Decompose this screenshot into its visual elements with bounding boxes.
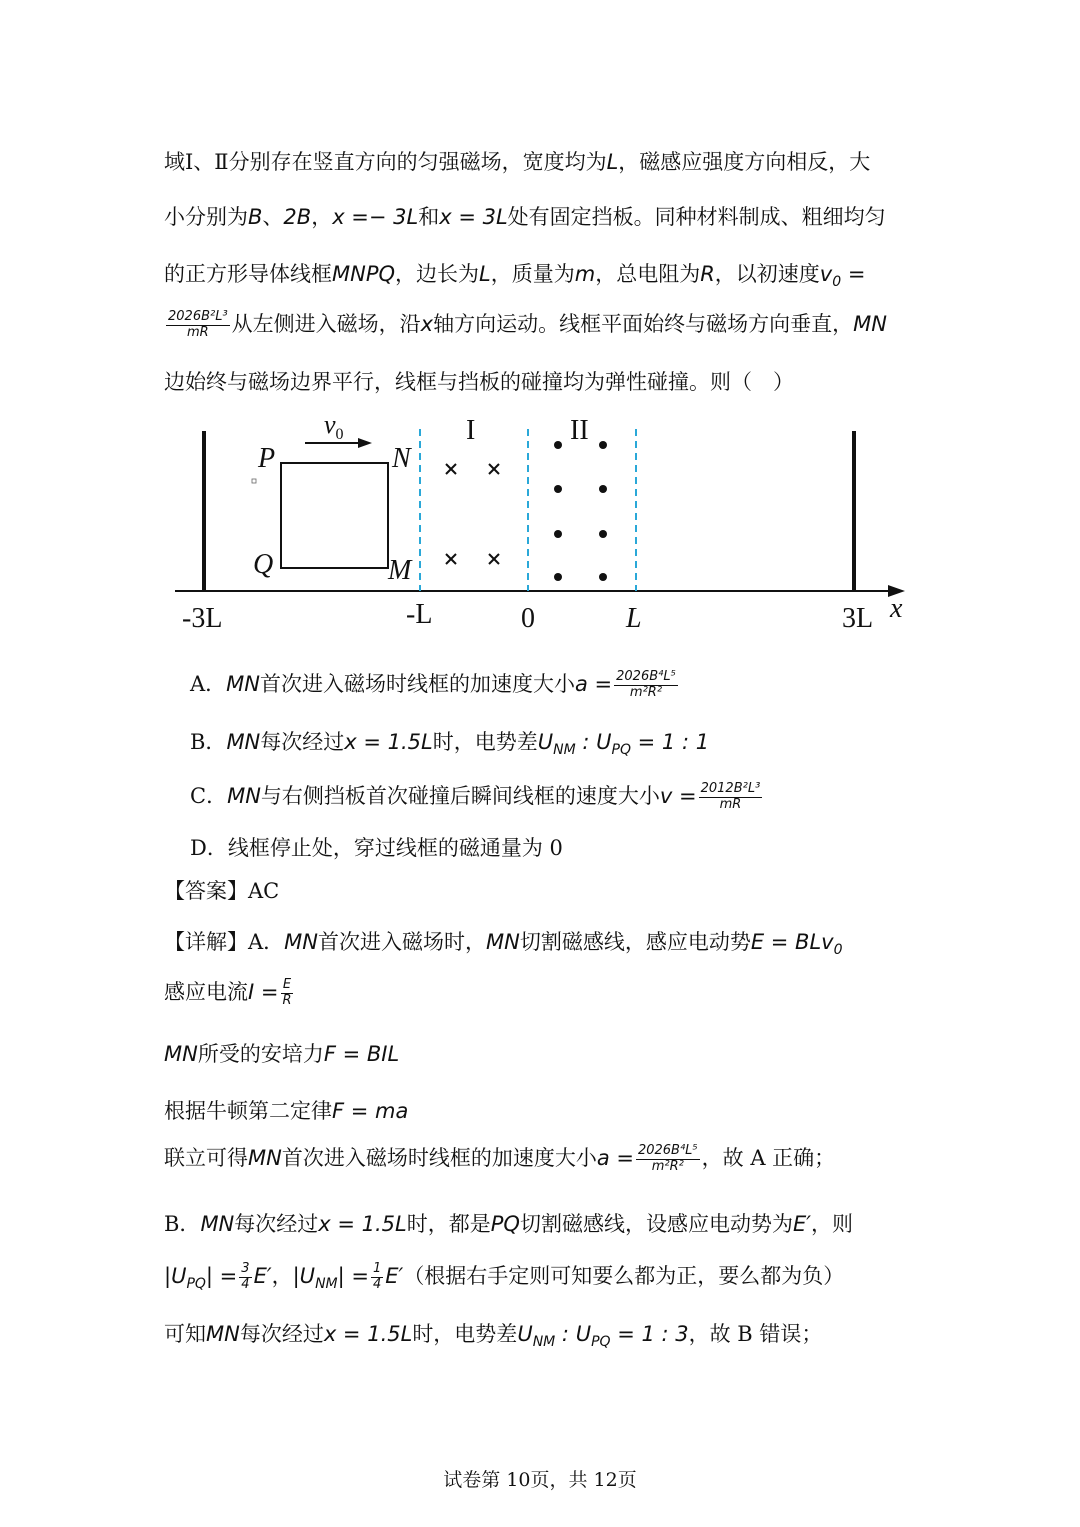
text: 每次经过 xyxy=(239,1322,324,1346)
denominator: 4 xyxy=(372,1277,382,1292)
text: 、 xyxy=(262,205,284,229)
text: 线框停止处，穿过线框的磁通量为 0 xyxy=(227,836,563,860)
explanation-line-8 xyxy=(164,1318,822,1350)
explanation-line-1 xyxy=(164,926,843,958)
math: : xyxy=(555,1322,576,1346)
cross-icon xyxy=(446,464,456,474)
text: ，质量为 xyxy=(490,262,575,286)
math: MN xyxy=(164,1042,198,1066)
math: MN xyxy=(226,672,260,696)
text: 切割磁感线，感应电动势 xyxy=(519,930,751,954)
question-line-4 xyxy=(164,308,887,341)
dot-icon xyxy=(599,441,607,449)
explanation-line-5 xyxy=(164,1142,835,1175)
cross-icon xyxy=(446,554,456,564)
math: m xyxy=(574,262,596,286)
text: ， xyxy=(271,1264,293,1288)
cross-icon xyxy=(489,464,499,474)
denominator: 4 xyxy=(241,1277,250,1292)
math: B xyxy=(248,205,263,229)
text: ，磁感应强度方向相反，大 xyxy=(618,150,871,174)
dot-icon xyxy=(599,573,607,581)
tick-L: L xyxy=(626,603,642,634)
denominator: mR xyxy=(719,797,742,812)
explanation-line-2 xyxy=(164,976,296,1009)
text: 可知 xyxy=(164,1322,206,1346)
math: | = xyxy=(337,1264,369,1288)
question-line-3 xyxy=(164,258,865,290)
math: 2B xyxy=(283,205,312,229)
math: = 1 : 3 xyxy=(610,1322,689,1346)
fraction xyxy=(371,1262,383,1293)
math: L xyxy=(479,262,491,286)
math: U xyxy=(537,730,554,754)
region-1-label: I xyxy=(466,415,476,446)
math: MN xyxy=(853,312,887,336)
option-label: B． xyxy=(190,730,227,754)
text: 和 xyxy=(418,205,440,229)
math: x = 1.5L xyxy=(318,1212,407,1236)
text: 域Ⅰ、Ⅱ分别存在竖直方向的匀强磁场，宽度均为 xyxy=(164,150,607,174)
math: |U xyxy=(164,1264,187,1288)
text: 所受的安培力 xyxy=(197,1042,324,1066)
text: ，以初速度 xyxy=(714,262,820,286)
explanation-line-6 xyxy=(164,1208,853,1238)
text: ，则 xyxy=(811,1212,853,1236)
math: E′ xyxy=(253,1264,272,1288)
math: | = xyxy=(205,1264,238,1288)
text: 的正方形导体线框 xyxy=(164,262,332,286)
math: R xyxy=(700,262,715,286)
math: F = BIL xyxy=(323,1042,400,1066)
math: v xyxy=(819,262,833,286)
option-B xyxy=(190,726,709,758)
math: MN xyxy=(200,1212,235,1236)
text: 处有固定挡板。同种材料制成、粗细均匀 xyxy=(507,205,886,229)
math: E′ xyxy=(792,1212,811,1236)
field-out-of-page xyxy=(554,441,607,581)
option-label: C． xyxy=(190,784,228,808)
math: MN xyxy=(486,930,520,954)
tick-neg-L: -L xyxy=(406,599,433,630)
text: 时，电势差 xyxy=(412,1322,518,1346)
region-2-label: II xyxy=(570,415,589,446)
text: 每次经过 xyxy=(234,1212,319,1236)
text: 【详解】A． xyxy=(164,930,285,954)
text: 与右侧挡板首次碰撞后瞬间线框的速度大小 xyxy=(260,784,660,808)
v0-label: $v_0$ xyxy=(324,410,344,443)
label-Q: Q xyxy=(253,549,274,580)
answer-label: 【答案】 xyxy=(164,879,248,903)
text: 时，都是 xyxy=(406,1212,491,1236)
text: ，故 A 正确； xyxy=(701,1146,836,1170)
math: = xyxy=(841,262,866,286)
dot-icon xyxy=(554,530,562,538)
label-P: P xyxy=(258,443,276,474)
cross-icon xyxy=(489,554,499,564)
fraction xyxy=(280,978,293,1009)
question-line-1 xyxy=(164,146,870,176)
text: ，故 B 错误； xyxy=(688,1322,823,1346)
text: 轴方向运动。线框平面始终与磁场方向垂直， xyxy=(433,312,854,336)
math: U xyxy=(596,730,612,754)
math: E = BLv xyxy=(750,930,834,954)
text: 首次进入磁场时线框的加速度大小 xyxy=(260,672,575,696)
text: 切割磁感线，设感应电动势为 xyxy=(519,1212,793,1236)
math: : xyxy=(575,730,597,754)
numerator: 2026B²L³ xyxy=(168,309,228,325)
tick-3L: 3L xyxy=(842,603,874,634)
dot-icon xyxy=(554,485,562,493)
dot-icon xyxy=(554,441,562,449)
text: ，边长为 xyxy=(395,262,480,286)
math-subscript: PQ xyxy=(186,1276,206,1292)
text: 联立可得 xyxy=(164,1146,248,1170)
square-frame xyxy=(281,463,388,568)
fraction xyxy=(166,310,230,341)
option-label: D． xyxy=(190,836,228,860)
explanation-line-4 xyxy=(164,1095,408,1125)
text: 时，电势差 xyxy=(432,730,538,754)
tick-neg-3L: -3L xyxy=(182,603,223,634)
text: 根据牛顿第二定律 xyxy=(164,1099,332,1123)
math: MN xyxy=(226,730,261,754)
denominator: m²R² xyxy=(629,685,663,700)
math: MN xyxy=(206,1322,240,1346)
fraction xyxy=(239,1262,251,1293)
math-subscript: 0 xyxy=(832,274,842,290)
text: 从左侧进入磁场，沿 xyxy=(231,312,421,336)
dot-icon xyxy=(599,485,607,493)
text: 每次经过 xyxy=(260,730,345,754)
option-D xyxy=(190,832,563,862)
math: MN xyxy=(248,1146,282,1170)
math: x = 3L xyxy=(439,205,508,229)
math: I = xyxy=(248,980,279,1004)
tick-zero: 0 xyxy=(521,603,535,634)
explanation-line-3 xyxy=(164,1038,399,1068)
physics-diagram xyxy=(160,405,920,635)
question-line-2 xyxy=(164,201,886,231)
math: a = xyxy=(596,1146,634,1170)
math-subscript: NM xyxy=(532,1334,556,1350)
math: = 1 : 1 xyxy=(630,730,710,754)
text: 感应电流 xyxy=(164,980,248,1004)
text: ， xyxy=(311,205,333,229)
numerator: 2026B⁴L⁵ xyxy=(637,1143,698,1159)
denominator: R xyxy=(282,993,292,1008)
math: a = xyxy=(575,672,613,696)
math: U xyxy=(517,1322,533,1346)
math-subscript: NM xyxy=(315,1276,338,1292)
math: PQ xyxy=(490,1212,520,1236)
math: x = 1.5L xyxy=(323,1322,413,1346)
axis-label: x xyxy=(890,593,903,624)
math: MN xyxy=(284,930,318,954)
math: L xyxy=(606,150,619,174)
math: U xyxy=(575,1322,592,1346)
option-A xyxy=(190,668,680,701)
fraction xyxy=(636,1144,700,1175)
velocity-arrow-icon xyxy=(358,438,372,448)
fraction xyxy=(699,782,763,813)
text: 首次进入磁场时线框的加速度大小 xyxy=(281,1146,597,1170)
numerator: 3 xyxy=(241,1261,250,1277)
math-subscript: PQ xyxy=(591,1334,611,1350)
text: 小分别为 xyxy=(164,205,248,229)
numerator: 2012B²L³ xyxy=(700,781,761,797)
numerator: 1 xyxy=(372,1261,382,1277)
page-footer: 试卷第 10页，共 12页 xyxy=(443,1469,637,1491)
math-subscript: NM xyxy=(553,742,576,758)
numerator: E xyxy=(282,977,292,993)
label-N: N xyxy=(392,443,411,474)
math: x =− 3L xyxy=(332,205,419,229)
answer-line xyxy=(164,875,279,905)
text: ，总电阻为 xyxy=(595,262,701,286)
math: E′ xyxy=(385,1264,404,1288)
math: MN xyxy=(227,784,261,808)
denominator: m²R² xyxy=(651,1159,684,1174)
math-subscript: 0 xyxy=(833,942,843,958)
math: x = 1.5L xyxy=(344,730,433,754)
dot-icon xyxy=(599,530,607,538)
text: B． xyxy=(164,1212,201,1236)
denominator: mR xyxy=(186,325,209,340)
text: 首次进入磁场时， xyxy=(318,930,486,954)
numerator: 2026B⁴L⁵ xyxy=(616,669,676,685)
label-M: M xyxy=(388,555,412,586)
math-subscript: PQ xyxy=(611,742,631,758)
text: （根据右手定则可知要么都为正，要么都为负） xyxy=(403,1264,845,1288)
small-marker xyxy=(252,479,256,483)
math: x xyxy=(420,312,434,336)
dot-icon xyxy=(554,573,562,581)
math: |U xyxy=(292,1264,316,1288)
explanation-line-7 xyxy=(164,1260,844,1293)
math: v = xyxy=(659,784,697,808)
question-line-5: 边始终与磁场边界平行，线框与挡板的碰撞均为弹性碰撞。则（ ） xyxy=(164,370,794,394)
option-label: A． xyxy=(190,672,227,696)
fraction xyxy=(614,670,678,701)
math: MNPQ xyxy=(332,262,396,286)
answer-value: AC xyxy=(248,879,280,903)
field-into-page xyxy=(446,464,499,564)
math: F = ma xyxy=(332,1099,409,1123)
option-C xyxy=(190,780,764,813)
